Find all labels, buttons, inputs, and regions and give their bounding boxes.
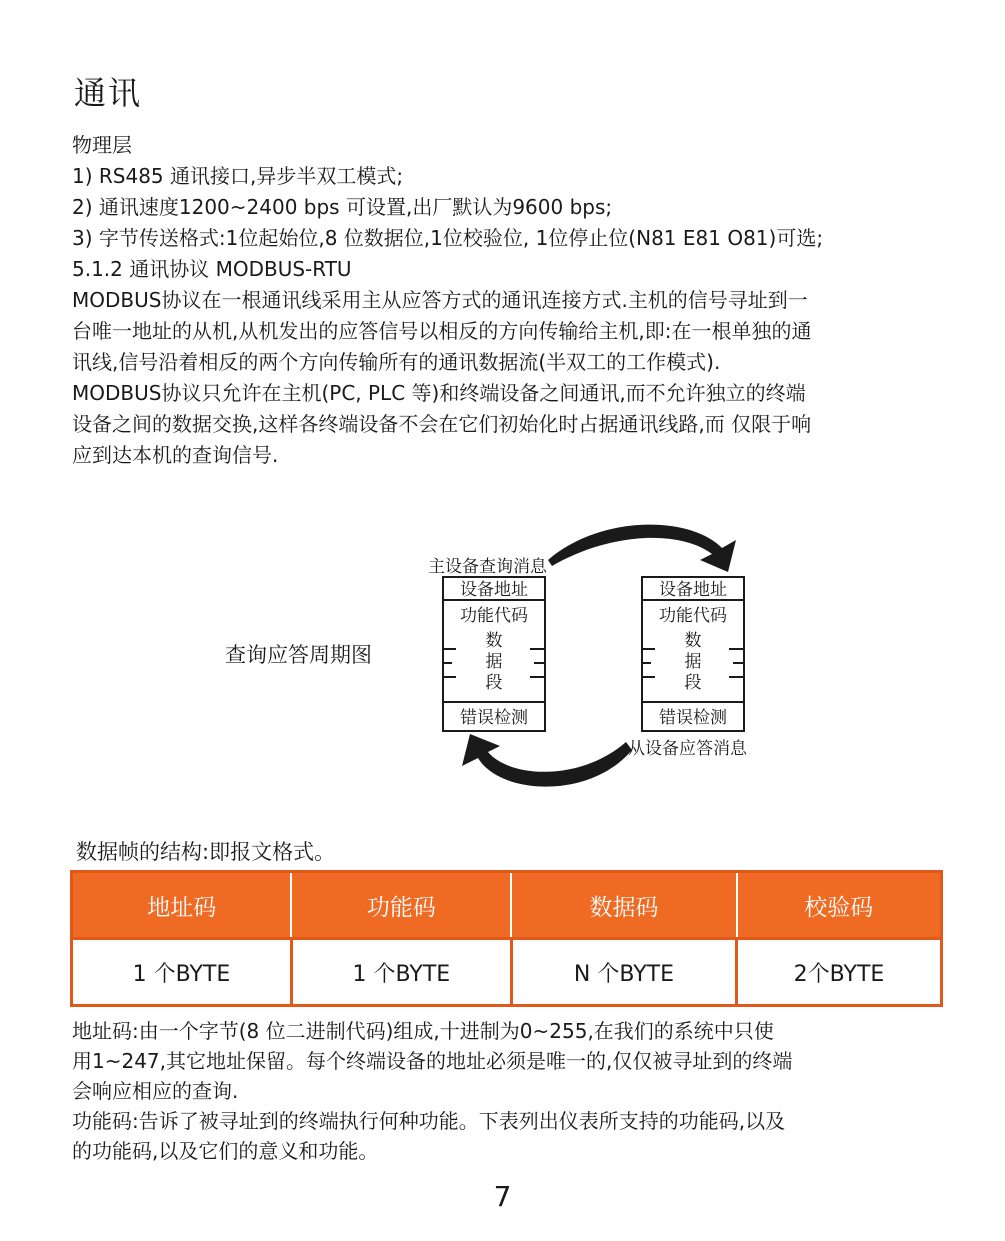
field-data-char: 数 (684, 631, 702, 651)
header-function: 功能码 (291, 872, 511, 939)
text-line: 5.1.2 通讯协议 MODBUS-RTU (72, 257, 352, 281)
header-data: 数据码 (511, 872, 736, 939)
cell-function-size: 1 个BYTE (291, 939, 511, 1006)
field-data-char: 据 (684, 652, 702, 672)
text-line: 地址码:由一个字节(8 位二进制代码)组成,十进制为0~255,在我们的系统中只使 (72, 1019, 774, 1043)
cell-data-size: N 个BYTE (511, 939, 736, 1006)
text-line: 用1~247,其它地址保留。每个终端设备的地址必须是唯一的,仅仅被寻址到的终端 (72, 1049, 793, 1073)
text-line: 应到达本机的查询信号. (72, 443, 279, 467)
table-row (72, 939, 942, 1006)
table-header-row (72, 872, 942, 939)
master-query-label: 主设备查询消息 (428, 557, 547, 577)
field-data-char: 据 (485, 652, 503, 672)
query-response-diagram (0, 520, 1005, 790)
field-function: 功能代码 (460, 606, 528, 626)
field-error-check: 错误检测 (460, 708, 528, 728)
cell-address-size: 1 个BYTE (72, 939, 292, 1006)
intro-paragraph (72, 130, 823, 471)
header-address: 地址码 (72, 872, 292, 939)
field-data-char: 数 (485, 631, 503, 651)
text-line: 的功能码,以及它们的意义和功能。 (72, 1139, 379, 1163)
text-line: 讯线,信号沿着相反的两个方向传输所有的通讯数据流(半双工的工作模式). (72, 350, 721, 374)
slave-response-label: 从设备应答消息 (628, 739, 747, 759)
response-arrow (462, 734, 632, 787)
text-line: MODBUS协议在一根通讯线采用主从应答方式的通讯连接方式.主机的信号寻址到一 (72, 288, 808, 312)
page-number: 7 (493, 1180, 512, 1213)
master-frame (443, 577, 545, 731)
query-arrow (548, 525, 736, 572)
field-error-check: 错误检测 (659, 708, 727, 728)
text-line: 物理层 (72, 133, 132, 157)
text-line: 2) 通讯速度1200~2400 bps 可设置,出厂默认为9600 bps; (72, 195, 613, 219)
slave-frame (642, 577, 744, 731)
field-function: 功能代码 (659, 606, 727, 626)
cell-check-size: 2个BYTE (737, 939, 942, 1006)
text-line: MODBUS协议只允许在主机(PC, PLC 等)和终端设备之间通讯,而不允许独立的终端 (72, 381, 806, 405)
diagram-title: 查询应答周期图 (225, 643, 372, 667)
header-check: 校验码 (737, 872, 942, 939)
section-title: 通讯 (74, 74, 143, 112)
text-line: 设备之间的数据交换,这样各终端设备不会在它们初始化时占据通讯线路,而 仅限于响 (72, 412, 812, 436)
frame-structure-table (70, 870, 943, 1007)
field-data-char: 段 (485, 673, 503, 693)
text-line: 1) RS485 通讯接口,异步半双工模式; (72, 164, 404, 188)
frame-caption: 数据帧的结构:即报文格式。 (76, 840, 336, 864)
field-address: 设备地址 (460, 580, 528, 600)
field-data-char: 段 (684, 673, 702, 693)
text-line: 会响应相应的查询. (72, 1079, 239, 1103)
outro-paragraph (72, 1016, 792, 1166)
text-line: 3) 字节传送格式:1位起始位,8 位数据位,1位校验位, 1位停止位(N81 E81 O81)可选; (72, 226, 824, 250)
text-line: 台唯一地址的从机,从机发出的应答信号以相反的方向传输给主机,即:在一根单独的通 (72, 319, 812, 343)
text-line: 功能码:告诉了被寻址到的终端执行何种功能。下表列出仪表所支持的功能码,以及 (72, 1109, 786, 1133)
field-address: 设备地址 (659, 580, 727, 600)
